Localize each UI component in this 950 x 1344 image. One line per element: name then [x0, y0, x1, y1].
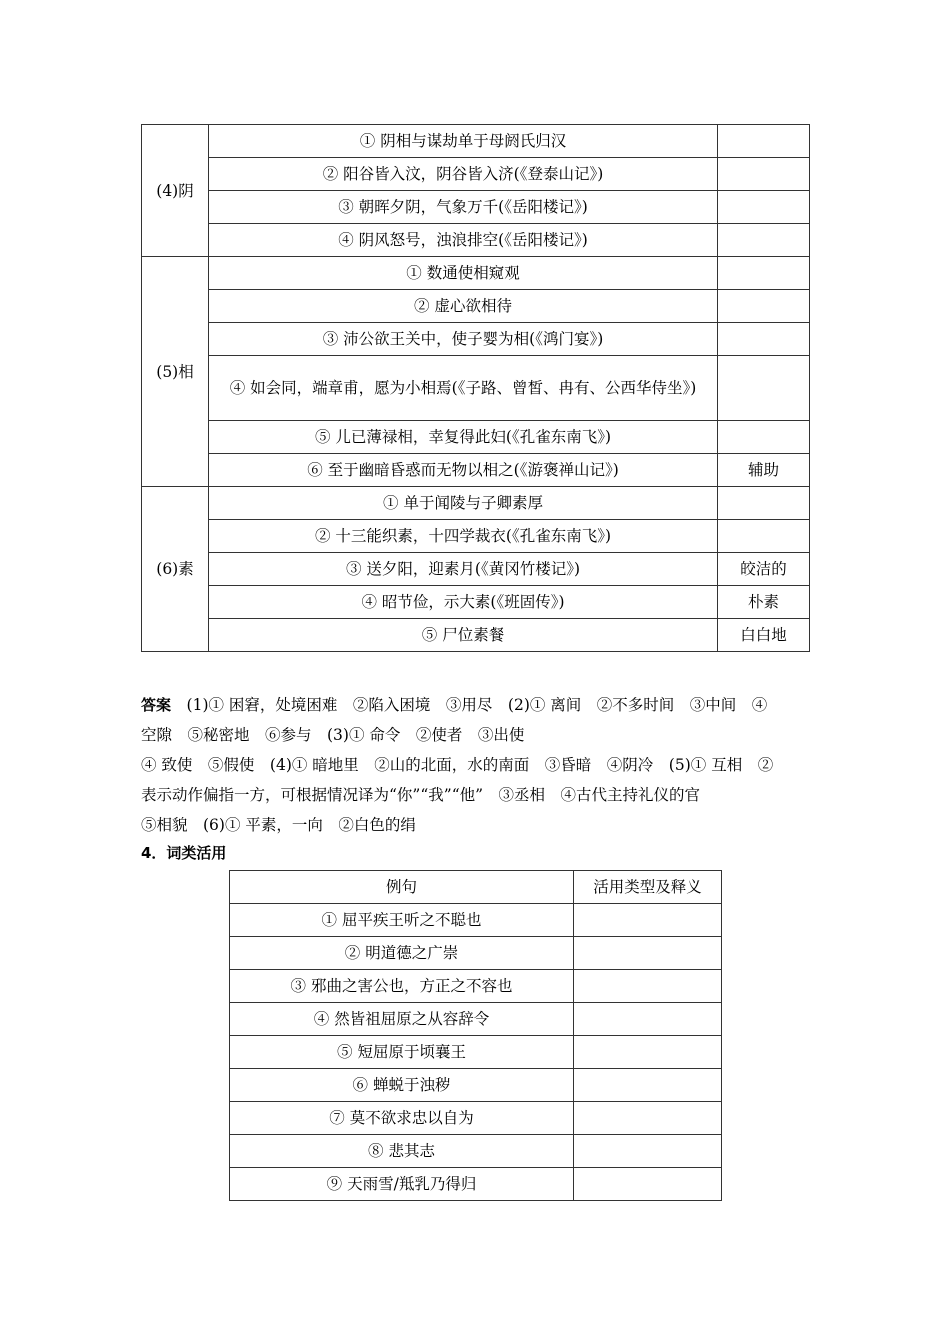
- section-heading: 4．词类活用: [141, 844, 227, 862]
- table-row: [142, 454, 810, 487]
- example-cell: ③ 朝晖夕阴，气象万千(《岳阳楼记》): [209, 191, 718, 224]
- answer-cell: 白白地: [718, 619, 810, 652]
- answer-line: ④ 致使 ⑤假使 (4)① 暗地里 ②山的北面，水的南面 ③昏暗 ④阴冷 (5)① 互相 ②: [141, 756, 774, 774]
- table-header-row: [230, 871, 722, 904]
- example-cell: ③ 邪曲之害公也，方正之不容也: [230, 970, 574, 1003]
- answer-cell: [718, 487, 810, 520]
- table-row: [142, 553, 810, 586]
- answer-cell: [718, 290, 810, 323]
- example-cell: ④ 阴风怒号，浊浪排空(《岳阳楼记》): [209, 224, 718, 257]
- answer-text: (1)① 困窘，处境困难 ②陷入困境 ③用尽 (2)① 离间 ②不多时间 ③中间 ④: [186, 696, 768, 714]
- example-cell: ⑧ 悲其志: [230, 1135, 574, 1168]
- answer-cell: [718, 421, 810, 454]
- table-row: [230, 1003, 722, 1036]
- table-row: [142, 290, 810, 323]
- table-row: [230, 1168, 722, 1201]
- answer-line: [141, 690, 811, 720]
- table-row: [230, 1069, 722, 1102]
- example-cell: ① 屈平疾王听之不聪也: [230, 904, 574, 937]
- group-label: (5)相: [142, 257, 209, 487]
- example-cell: ① 阴相与谋劫单于母阏氏归汉: [209, 125, 718, 158]
- word-class-table: [229, 870, 722, 1201]
- table-row: [230, 937, 722, 970]
- table-row: [230, 1102, 722, 1135]
- table-row: [230, 1036, 722, 1069]
- table-row: [142, 191, 810, 224]
- example-cell: ② 十三能织素，十四学裁衣(《孔雀东南飞》): [209, 520, 718, 553]
- example-cell: ① 单于闻陵与子卿素厚: [209, 487, 718, 520]
- table-row: [142, 224, 810, 257]
- table-row: [142, 520, 810, 553]
- example-cell: ② 阳谷皆入汶，阴谷皆入济(《登泰山记》): [209, 158, 718, 191]
- column-header: 活用类型及释义: [574, 871, 722, 904]
- example-cell: ③ 送夕阳，迎素月(《黄冈竹楼记》): [209, 553, 718, 586]
- answer-cell: [718, 191, 810, 224]
- answer-cell: [574, 1168, 722, 1201]
- example-cell: ⑥ 至于幽暗昏惑而无物以相之(《游褒禅山记》): [209, 454, 718, 487]
- example-cell: ⑤ 尸位素餐: [209, 619, 718, 652]
- example-cell: ② 明道德之广崇: [230, 937, 574, 970]
- example-cell: ④ 昭节俭，示大素(《班固传》): [209, 586, 718, 619]
- table-row: [142, 125, 810, 158]
- answer-cell: [574, 970, 722, 1003]
- answer-cell: [718, 356, 810, 421]
- answer-line: 表示动作偏指一方，可根据情况译为“你”“我”“他” ③丞相 ④古代主持礼仪的官: [141, 786, 701, 804]
- answer-cell: [718, 224, 810, 257]
- answer-cell: 辅助: [718, 454, 810, 487]
- answer-cell: [574, 1102, 722, 1135]
- table-row: [142, 421, 810, 454]
- answer-cell: [718, 125, 810, 158]
- answer-cell: [574, 1135, 722, 1168]
- example-cell: ⑤ 短屈原于顷襄王: [230, 1036, 574, 1069]
- table-row: [142, 158, 810, 191]
- table-row: [142, 586, 810, 619]
- table-row: [142, 323, 810, 356]
- answer-cell: [574, 904, 722, 937]
- answer-line: ⑤相貌 (6)① 平素，一向 ②白色的绢: [141, 816, 416, 834]
- example-cell: ⑤ 儿已薄禄相，幸复得此妇(《孔雀东南飞》): [209, 421, 718, 454]
- table-row: [230, 904, 722, 937]
- answer-block: [141, 690, 811, 840]
- table-row: [142, 487, 810, 520]
- table-row: [142, 356, 810, 421]
- answer-line: 空隙 ⑤秘密地 ⑥参与 (3)① 命令 ②使者 ③出使: [141, 726, 525, 744]
- column-header: 例句: [230, 871, 574, 904]
- word-meaning-table: [141, 124, 810, 652]
- example-cell: ⑥ 蝉蜕于浊秽: [230, 1069, 574, 1102]
- example-cell: ④ 然皆祖屈原之从容辞令: [230, 1003, 574, 1036]
- group-label: (4)阴: [142, 125, 209, 257]
- example-cell: ④ 如会同，端章甫，愿为小相焉(《子路、曾皙、冉有、公西华侍坐》): [209, 356, 718, 421]
- answer-cell: 皎洁的: [718, 553, 810, 586]
- answer-cell: [718, 158, 810, 191]
- example-cell: ② 虚心欲相待: [209, 290, 718, 323]
- answer-cell: [574, 1003, 722, 1036]
- table-row: [230, 1135, 722, 1168]
- example-cell: ⑦ 莫不欲求忠以自为: [230, 1102, 574, 1135]
- example-cell: ① 数通使相窥观: [209, 257, 718, 290]
- group-label: (6)素: [142, 487, 209, 652]
- answer-cell: [574, 1069, 722, 1102]
- example-cell: ⑨ 天雨雪/羝乳乃得归: [230, 1168, 574, 1201]
- table-row: [142, 257, 810, 290]
- answer-cell: [718, 257, 810, 290]
- example-cell: ③ 沛公欲王关中，使子婴为相(《鸿门宴》): [209, 323, 718, 356]
- table-row: [230, 970, 722, 1003]
- answer-cell: [574, 937, 722, 970]
- answer-cell: [718, 520, 810, 553]
- answer-cell: [718, 323, 810, 356]
- answer-cell: [574, 1036, 722, 1069]
- table-row: [142, 619, 810, 652]
- answer-label: 答案: [141, 696, 172, 714]
- answer-cell: 朴素: [718, 586, 810, 619]
